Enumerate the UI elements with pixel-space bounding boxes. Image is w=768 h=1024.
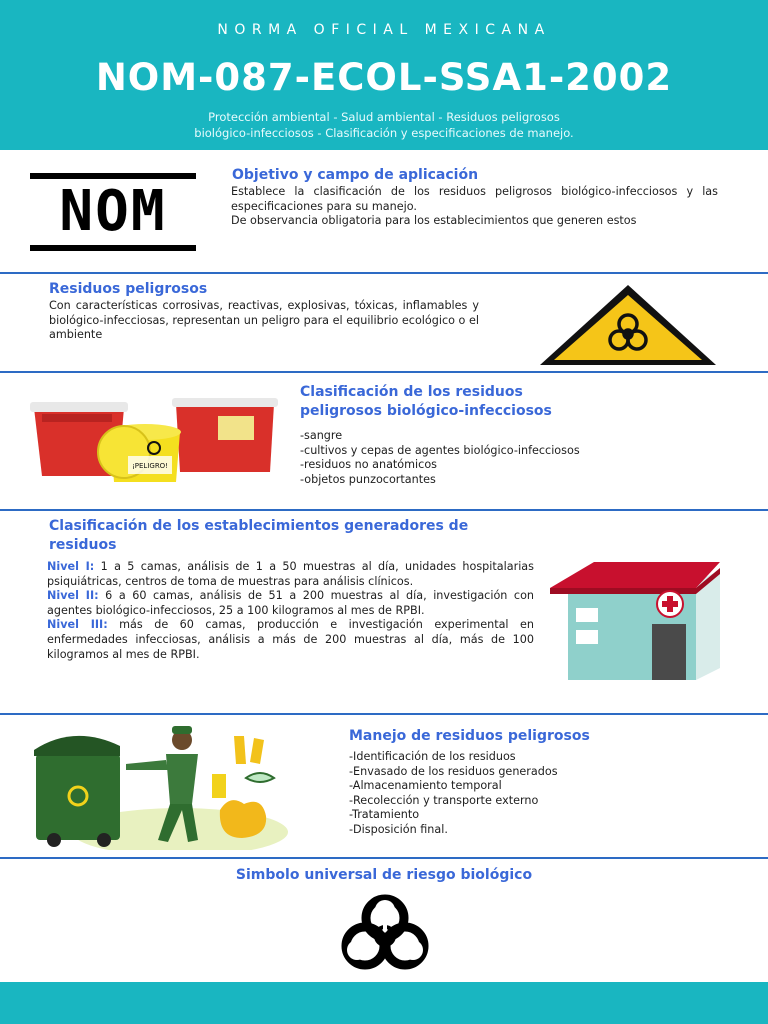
- subtitle-line-1: Protección ambiental - Salud ambiental - Residuos peligrosos: [208, 110, 560, 124]
- list-item: -Tratamiento: [349, 808, 420, 822]
- header-banner: [0, 0, 768, 150]
- level-label: Nivel II:: [47, 589, 99, 603]
- list-item: -cultivos y cepas de agentes biológico-infecciosos: [300, 443, 580, 457]
- list-item: -Disposición final.: [349, 822, 448, 836]
- level-label: Nivel I:: [47, 560, 95, 573]
- list-item: -Identificación de los residuos: [349, 750, 516, 763]
- biohazard-containers-image: [28, 388, 282, 492]
- nom-logo: [30, 173, 196, 251]
- objetivo-paragraph-1: Establece la clasificación de los residuos peligrosos biológico-infecciosos y las especificaciones para su manejo.: [231, 185, 718, 213]
- level-text: 1 a 5 camas, análisis de 1 a 50 muestras al día, unidades hospitalarias psiquiátricas, centros de toma de muestras para análisis clínicos.: [47, 560, 534, 588]
- section-divider: [0, 509, 768, 511]
- footer-bar: [0, 982, 768, 1024]
- level-item: [47, 618, 534, 662]
- header-kicker: NORMA OFICIAL MEXICANA: [217, 22, 551, 38]
- list-item: -Almacenamiento temporal: [349, 779, 502, 793]
- residuos-paragraph: Con características corrosivas, reactivas, explosivas, tóxicas, inflamables y biológico-infecciosas, representan un peligro para el equilibrio ecológico o el ambiente: [49, 299, 479, 342]
- header-subtitle: [60, 109, 708, 141]
- establecimientos-heading-line-1: Clasificación de los establecimientos generadores de: [49, 518, 469, 534]
- objetivo-text: [231, 185, 718, 229]
- list-item: -Envasado de los residuos generados: [349, 764, 558, 778]
- clasificacion-list: [300, 429, 730, 487]
- nom-logo-bottom-bar: [30, 245, 196, 251]
- clasificacion-heading-line-1: Clasificación de los residuos: [300, 384, 523, 400]
- section-divider: [0, 272, 768, 274]
- simbolo-heading: Simbolo universal de riesgo biológico: [235, 867, 533, 883]
- waste-collection-illustration: [30, 724, 288, 850]
- level-item: [47, 589, 534, 618]
- manejo-list: [349, 750, 739, 838]
- section-divider: [0, 857, 768, 859]
- clasificacion-heading: [300, 383, 552, 421]
- list-item: -residuos no anatómicos: [300, 458, 437, 472]
- page-title: NOM-087-ECOL-SSA1-2002: [95, 56, 673, 99]
- nom-logo-text: NOM: [59, 179, 167, 244]
- section-divider: [0, 713, 768, 715]
- list-item: -objetos punzocortantes: [300, 472, 436, 486]
- list-item: -Recolección y transporte externo: [349, 793, 539, 807]
- level-text: 6 a 60 camas, análisis de 51 a 200 muestras al día, investigación con agentes biológico-infecciosos, 25 a 100 kilogramos al mes de RPBI.: [47, 589, 535, 617]
- level-text: más de 60 camas, producción e investigación experimental en enfermedades infecciosas, análisis a más de 200 muestras al día, más de 100 kilogramos al mes de RPBI.: [47, 618, 534, 661]
- biohazard-symbol-icon: [290, 888, 480, 972]
- subtitle-line-2: biológico-infecciosos - Clasificación y especificaciones de manejo.: [194, 126, 574, 140]
- level-label: Nivel III:: [47, 618, 108, 632]
- residuos-heading: Residuos peligrosos: [49, 281, 208, 297]
- clasificacion-heading-line-2: peligrosos biológico-infecciosos: [300, 403, 552, 419]
- hospital-building-icon: [548, 560, 723, 682]
- section-divider: [0, 371, 768, 373]
- establecimientos-heading: [49, 517, 468, 555]
- establecimientos-levels: [47, 560, 534, 662]
- level-item: [47, 560, 534, 589]
- objetivo-heading: Objetivo y campo de aplicación: [232, 167, 479, 183]
- establecimientos-heading-line-2: residuos: [49, 537, 117, 553]
- container-label: ¡PELIGRO!: [131, 462, 169, 470]
- list-item: -sangre: [300, 429, 343, 442]
- manejo-heading: Manejo de residuos peligrosos: [349, 728, 590, 744]
- biohazard-warning-sign-icon: [536, 282, 720, 368]
- objetivo-paragraph-2: De observancia obligatoria para los establecimientos que generen estos: [231, 214, 637, 228]
